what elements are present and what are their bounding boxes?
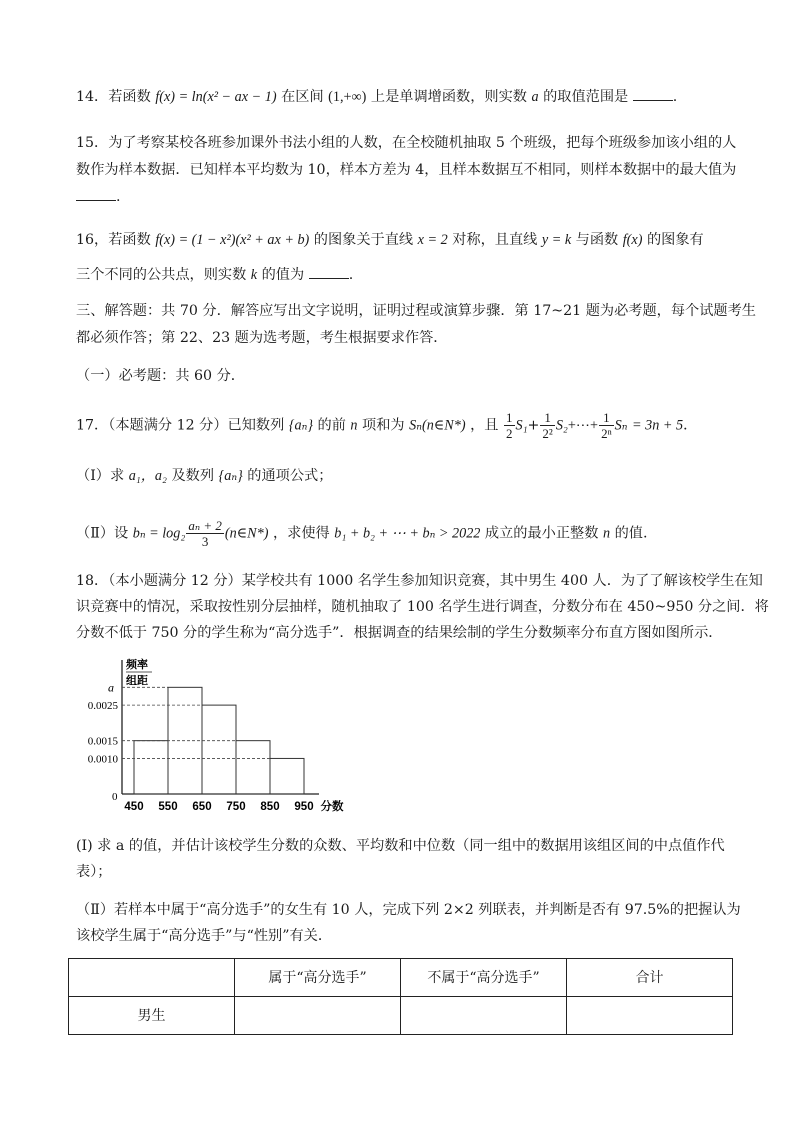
question-18-line3: 分数不低于 750 分的学生称为“高分选手”．根据调查的结果绘制的学生分数频率分布直方图如图所示．: [76, 625, 723, 641]
y-tick-label: a: [108, 680, 114, 695]
question-15-line1: 15．为了考察某校各班参加课外书法小组的人数，在全校随机抽取 5 个班级，把每个班级参加该小组的人: [76, 135, 737, 151]
question-18-part1-line2: 表）；: [76, 864, 112, 880]
mandatory-heading: （一）必考题：共 60 分．: [76, 368, 245, 384]
section-3-line1: 三、解答题：共 70 分．解答应写出文字说明，证明过程或演算步骤．第 17~21 题为必考题，每个试题考生: [76, 303, 756, 319]
table-header-cell: [69, 959, 235, 997]
y-axis-label-bottom: 组距: [126, 674, 148, 687]
histogram-bar: [236, 741, 270, 794]
question-16-line1: 16，若函数 f(x) = (1 − x²)(x² + ax + b) 的图象关于直线 x = 2 对称，且直线 y = k 与函数 f(x) 的图象有: [76, 232, 704, 248]
y-tick-label: 0.0015: [87, 735, 118, 748]
fraction: $\frac{\text{aₙ + 2}}{3}$: [188, 518, 222, 549]
table-cell[interactable]: [567, 997, 733, 1035]
y-tick-label: 0.0010: [87, 753, 118, 766]
x-tick-label: 550: [158, 801, 178, 813]
x-axis-label: 分数: [320, 799, 344, 813]
section-3-line2: 都必须作答；第 22、23 题为选考题，考生根据要求作答．: [76, 330, 448, 346]
question-18-line1: 18．（本小题满分 12 分）某学校共有 1000 名学生参加知识竞赛，其中男生 400 人．为了了解该校学生在知: [76, 573, 763, 589]
table-header-cell: 不属于“高分选手”: [401, 959, 567, 997]
question-18-line2: 识竞赛中的情况，采取按性别分层抽样，随机抽取了 100 名学生进行调查，分数分布在 450~950 分之间．将: [76, 599, 769, 615]
question-17-stem: 17．（本题满分 12 分）已知数列 {aₙ} 的前 n 项和为 Sₙ(n∈N*) ，且 $\frac{1}{2}$ S₁+ $\frac{1}{\text{2²}}$ S₂+⋯+ $\frac{1}{\text{2ⁿ}}$ Sₙ = 3n + 5．: [76, 410, 698, 441]
y-tick-label: 0: [112, 791, 118, 803]
question-18-part1-line1: (Ⅰ) 求 a 的值，并估计该校学生分数的众数、平均数和中位数（同一组中的数据用该组区间的中点值作代: [76, 838, 725, 854]
fraction: $\frac{1}{\text{2ⁿ}}$: [601, 410, 612, 441]
table-cell[interactable]: [401, 997, 567, 1035]
y-tick-label: 0.0025: [87, 700, 118, 713]
question-18-part2-line1: （Ⅱ）若样本中属于“高分选手”的女生有 10 人，完成下列 2×2 列联表，并判断是否有 97.5%的把握认为: [76, 902, 741, 918]
fraction: $\frac{1}{\text{2²}}$: [542, 410, 553, 441]
question-15-line2: 数作为样本数据．已知样本平均数为 10，样本方差为 4，且样本数据互不相同，则样本数据中的最大值为: [76, 162, 737, 178]
table-header-row: [69, 959, 733, 997]
histogram-bar: [134, 741, 168, 794]
x-tick-label: 950: [294, 801, 314, 813]
x-tick-label: 450: [124, 801, 144, 813]
question-16-line2: 三个不同的公共点，则实数 k 的值为 .: [76, 264, 353, 285]
fraction: $\frac{1}{2}$: [506, 410, 513, 441]
table-cell: 男生: [69, 997, 235, 1035]
table-row: [69, 997, 733, 1035]
table-cell[interactable]: [235, 997, 401, 1035]
table-header-cell: 合计: [567, 959, 733, 997]
x-tick-label: 750: [226, 801, 246, 813]
question-18-part2-line2: 该校学生属于“高分选手”与“性别”有关．: [76, 928, 333, 944]
x-tick-label: 650: [192, 801, 212, 813]
question-17-part1: （Ⅰ）求 a₁，a₂ 及数列 {aₙ} 的通项公式；: [76, 468, 333, 484]
table-header-cell: 属于“高分选手”: [235, 959, 401, 997]
question-14: 14．若函数 f(x) = ln(x² − ax − 1) 在区间 (1,+∞) 上是单调增函数，则实数 a 的取值范围是 .: [76, 86, 677, 107]
y-axis-label-top: 频率: [126, 658, 148, 671]
question-17-part2: （Ⅱ）设 bₙ = log₂ $\frac{\text{aₙ + 2}}{3}$ (n∈N*) ，求使得 b₁ + b₂ + ⋯ + bₙ > 2022 成立的最小正整数 n 的值.: [76, 518, 648, 549]
contingency-table: [68, 958, 733, 1035]
x-tick-label: 850: [260, 801, 280, 813]
answer-blank: [76, 186, 116, 201]
answer-blank: [633, 86, 673, 101]
histogram-bar: [202, 705, 236, 794]
answer-blank: [309, 264, 349, 279]
frequency-histogram: [74, 656, 364, 821]
histogram-bar: [270, 758, 304, 794]
question-15-line3: .: [76, 186, 121, 207]
q14-function: f(x) = ln(x² − ax − 1): [155, 89, 277, 105]
